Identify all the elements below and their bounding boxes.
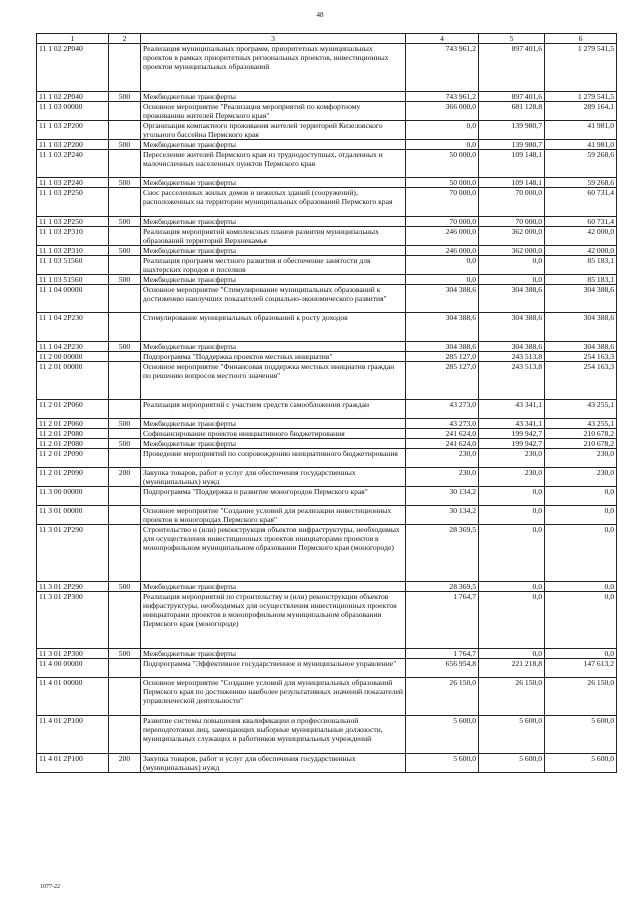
- column-header: 3: [141, 34, 406, 44]
- row-description: Реализация муниципальных программ, приоритетных муниципальных проектов в рамках приоритетных региональных проектов, инвестиционных проектов муниципальных образований: [141, 44, 406, 92]
- table-row: [37, 448, 617, 467]
- column-header: 1: [37, 34, 109, 44]
- table-row: [37, 648, 617, 658]
- column-header: 6: [545, 34, 617, 44]
- row-value-col6: 85 183,1: [545, 274, 617, 284]
- row-value-col4: 246 000,0: [406, 245, 479, 255]
- row-value-col4: 70 000,0: [406, 216, 479, 226]
- row-value-col6: 0,0: [545, 505, 617, 524]
- row-description: Межбюджетные трансферты: [141, 341, 406, 351]
- row-value-col5: 304 388,6: [479, 284, 545, 313]
- row-value-col5: 199 942,7: [479, 438, 545, 448]
- row-code: 11 1 03 2Р200: [37, 139, 109, 149]
- row-value-col4: 5 600,0: [406, 753, 479, 772]
- row-value-col6: 0,0: [545, 648, 617, 658]
- row-section: 500: [109, 438, 141, 448]
- row-code: 11 2 01 2Р080: [37, 428, 109, 438]
- table-row: [37, 245, 617, 255]
- table-row: [37, 486, 617, 505]
- row-value-col6: 210 678,2: [545, 438, 617, 448]
- row-code: 11 1 03 2Р310: [37, 226, 109, 245]
- row-value-col5: 5 600,0: [479, 753, 545, 772]
- row-value-col4: 304 388,6: [406, 313, 479, 342]
- row-section: 500: [109, 341, 141, 351]
- row-code: 11 1 03 2Р240: [37, 149, 109, 178]
- row-value-col5: 221 218,8: [479, 658, 545, 677]
- row-value-col5: 70 000,0: [479, 188, 545, 217]
- row-value-col5: 43 341,1: [479, 399, 545, 418]
- row-description: Закупка товаров, работ и услуг для обеспечения государственных (муниципальных) нужд: [141, 467, 406, 486]
- row-code: 11 1 03 2Р200: [37, 120, 109, 139]
- row-section: [109, 351, 141, 361]
- row-value-col4: 0,0: [406, 255, 479, 274]
- table-row: [37, 226, 617, 245]
- row-description: Межбюджетные трансферты: [141, 178, 406, 188]
- row-description: Межбюджетные трансферты: [141, 648, 406, 658]
- row-value-col4: 0,0: [406, 274, 479, 284]
- row-value-col4: 246 000,0: [406, 226, 479, 245]
- row-section: [109, 361, 141, 399]
- row-value-col4: 28 369,5: [406, 524, 479, 581]
- row-value-col6: 0,0: [545, 524, 617, 581]
- row-value-col6: 230,0: [545, 448, 617, 467]
- row-section: 200: [109, 467, 141, 486]
- row-value-col5: 897 401,6: [479, 91, 545, 101]
- row-section: 200: [109, 753, 141, 772]
- row-description: Межбюджетные трансферты: [141, 139, 406, 149]
- row-section: 500: [109, 91, 141, 101]
- row-code: 11 4 01 00000: [37, 677, 109, 715]
- row-value-col5: 70 000,0: [479, 216, 545, 226]
- row-section: [109, 226, 141, 245]
- table-row: [37, 255, 617, 274]
- row-value-col5: 139 980,7: [479, 120, 545, 139]
- row-section: 500: [109, 178, 141, 188]
- row-code: 11 2 01 2Р060: [37, 418, 109, 428]
- row-value-col4: 30 134,2: [406, 486, 479, 505]
- row-value-col4: 30 134,2: [406, 505, 479, 524]
- row-value-col4: 304 388,6: [406, 341, 479, 351]
- row-section: 500: [109, 139, 141, 149]
- row-description: Межбюджетные трансферты: [141, 216, 406, 226]
- row-section: [109, 524, 141, 581]
- row-code: 11 3 01 00000: [37, 505, 109, 524]
- row-value-col6: 147 613,2: [545, 658, 617, 677]
- row-value-col6: 289 164,1: [545, 101, 617, 120]
- row-value-col5: 362 000,0: [479, 226, 545, 245]
- row-description: Стимулирование муниципальных образований к росту доходов: [141, 313, 406, 342]
- row-description: Основное мероприятие "Создание условий для муниципальных образований Пермского края по достижению наиболее результативных значений показателей управленческой деятельности": [141, 677, 406, 715]
- row-value-col4: 366 000,0: [406, 101, 479, 120]
- row-code: 11 4 01 2Р100: [37, 753, 109, 772]
- row-value-col5: 5 600,0: [479, 715, 545, 753]
- row-code: 11 1 03 00000: [37, 101, 109, 120]
- row-section: 500: [109, 581, 141, 591]
- row-description: Межбюджетные трансферты: [141, 438, 406, 448]
- row-section: 500: [109, 245, 141, 255]
- row-value-col5: 199 942,7: [479, 428, 545, 438]
- table-row: [37, 341, 617, 351]
- row-value-col6: 254 163,3: [545, 351, 617, 361]
- row-description: Межбюджетные трансферты: [141, 91, 406, 101]
- row-description: Межбюджетные трансферты: [141, 274, 406, 284]
- row-section: [109, 44, 141, 92]
- table-row: [37, 120, 617, 139]
- row-value-col4: 285 127,0: [406, 361, 479, 399]
- row-section: [109, 313, 141, 342]
- row-code: 11 4 01 2Р100: [37, 715, 109, 753]
- row-value-col6: 304 388,6: [545, 284, 617, 313]
- row-code: 11 3 00 00000: [37, 486, 109, 505]
- row-section: [109, 255, 141, 274]
- row-value-col5: 681 128,8: [479, 101, 545, 120]
- row-value-col6: 304 388,6: [545, 341, 617, 351]
- row-description: Переселение жителей Пермского края из труднодоступных, отдаленных и малочисленных населенных пунктов Пермского края: [141, 149, 406, 178]
- table-row: [37, 524, 617, 581]
- row-value-col6: 59 268,6: [545, 178, 617, 188]
- row-value-col6: 0,0: [545, 486, 617, 505]
- row-code: 11 4 00 00000: [37, 658, 109, 677]
- row-description: Основное мероприятие "Создание условий для реализации инвестиционных проектов в моногородах Пермского края": [141, 505, 406, 524]
- row-description: Организация компактного проживания жителей территорий Кизеловского угольного бассейна Пермского края: [141, 120, 406, 139]
- row-section: [109, 399, 141, 418]
- table-body: [37, 44, 617, 773]
- column-header: 4: [406, 34, 479, 44]
- row-value-col4: 43 273,0: [406, 399, 479, 418]
- row-value-col6: 41 981,0: [545, 139, 617, 149]
- table-row: [37, 399, 617, 418]
- row-value-col4: 50 000,0: [406, 149, 479, 178]
- row-value-col6: 5 600,0: [545, 753, 617, 772]
- row-section: [109, 448, 141, 467]
- row-section: [109, 101, 141, 120]
- row-value-col5: 26 150,0: [479, 677, 545, 715]
- row-value-col4: 43 273,0: [406, 418, 479, 428]
- row-code: 11 1 04 2Р230: [37, 341, 109, 351]
- row-description: Проведение мероприятий по сопровождению инициативного бюджетирования: [141, 448, 406, 467]
- row-value-col4: 50 000,0: [406, 178, 479, 188]
- row-value-col5: 0,0: [479, 505, 545, 524]
- row-value-col5: 243 513,8: [479, 361, 545, 399]
- row-value-col4: 743 961,2: [406, 44, 479, 92]
- row-value-col6: 85 183,1: [545, 255, 617, 274]
- row-description: Подпрограмма "Поддержка проектов местных инициатив": [141, 351, 406, 361]
- row-value-col6: 60 731,4: [545, 216, 617, 226]
- table-row: [37, 715, 617, 753]
- row-value-col5: 139 980,7: [479, 139, 545, 149]
- row-description: Реализация мероприятий комплексных планов развития муниципальных образований территорий Верхнекамья: [141, 226, 406, 245]
- row-value-col4: 743 961,2: [406, 91, 479, 101]
- row-value-col4: 230,0: [406, 448, 479, 467]
- table-row: [37, 149, 617, 178]
- row-description: Подпрограмма "Эффективное государственное и муниципальное управление": [141, 658, 406, 677]
- table-row: [37, 274, 617, 284]
- row-description: Развитие системы повышения квалификации и профессиональной переподготовки лиц, замещающих выборные муниципальные должности, муниципальных служащих и работников муниципальных учреждений: [141, 715, 406, 753]
- row-value-col6: 43 255,1: [545, 418, 617, 428]
- row-code: 11 1 03 51560: [37, 255, 109, 274]
- row-code: 11 3 01 2Р290: [37, 524, 109, 581]
- row-value-col5: 0,0: [479, 486, 545, 505]
- table-row: [37, 284, 617, 313]
- row-value-col5: 109 148,1: [479, 149, 545, 178]
- row-code: 11 1 03 2Р310: [37, 245, 109, 255]
- row-value-col6: 304 388,6: [545, 313, 617, 342]
- header-row: [37, 34, 617, 44]
- row-code: 11 1 04 00000: [37, 284, 109, 313]
- row-value-col6: 59 268,6: [545, 149, 617, 178]
- budget-table: [36, 33, 617, 773]
- row-section: [109, 591, 141, 648]
- row-code: 11 3 01 2Р300: [37, 591, 109, 648]
- row-section: 500: [109, 216, 141, 226]
- row-section: 500: [109, 418, 141, 428]
- row-value-col5: 230,0: [479, 448, 545, 467]
- row-value-col6: 26 150,0: [545, 677, 617, 715]
- table-row: [37, 188, 617, 217]
- row-code: 11 2 01 2Р090: [37, 467, 109, 486]
- row-value-col6: 210 678,2: [545, 428, 617, 438]
- row-section: [109, 677, 141, 715]
- row-value-col4: 28 369,5: [406, 581, 479, 591]
- row-value-col5: 0,0: [479, 581, 545, 591]
- table-row: [37, 216, 617, 226]
- row-code: 11 1 03 2Р240: [37, 178, 109, 188]
- row-value-col5: 0,0: [479, 524, 545, 581]
- row-description: Межбюджетные трансферты: [141, 418, 406, 428]
- row-section: [109, 188, 141, 217]
- row-code: 11 1 02 2Р040: [37, 44, 109, 92]
- row-description: Подпрограмма "Поддержка и развитие моногородов Пермского края": [141, 486, 406, 505]
- row-code: 11 1 03 2Р250: [37, 188, 109, 217]
- row-section: [109, 120, 141, 139]
- row-value-col6: 5 600,0: [545, 715, 617, 753]
- row-value-col4: 1 764,7: [406, 648, 479, 658]
- row-value-col6: 60 731,4: [545, 188, 617, 217]
- row-code: 11 1 03 51560: [37, 274, 109, 284]
- row-section: [109, 715, 141, 753]
- row-value-col5: 0,0: [479, 274, 545, 284]
- row-section: [109, 149, 141, 178]
- table-row: [37, 313, 617, 342]
- row-code: 11 3 01 2Р300: [37, 648, 109, 658]
- table-row: [37, 428, 617, 438]
- row-value-col6: 0,0: [545, 581, 617, 591]
- row-code: 11 1 04 2Р230: [37, 313, 109, 342]
- row-description: Межбюджетные трансферты: [141, 581, 406, 591]
- row-code: 11 2 01 00000: [37, 361, 109, 399]
- row-value-col5: 0,0: [479, 591, 545, 648]
- row-description: Софинансирование проектов инициативного бюджетирования: [141, 428, 406, 438]
- row-value-col6: 0,0: [545, 591, 617, 648]
- row-description: Основное мероприятие "Стимулирование муниципальных образований к достижению наилучших показателей социально-экономического развития": [141, 284, 406, 313]
- row-value-col5: 897 401,6: [479, 44, 545, 92]
- row-value-col6: 230,0: [545, 467, 617, 486]
- table-row: [37, 351, 617, 361]
- row-code: 11 3 01 2Р290: [37, 581, 109, 591]
- table-row: [37, 753, 617, 772]
- row-code: 11 2 01 2Р080: [37, 438, 109, 448]
- row-description: Межбюджетные трансферты: [141, 245, 406, 255]
- row-value-col6: 1 279 541,5: [545, 44, 617, 92]
- row-description: Реализация мероприятий по строительству и (или) реконструкции объектов инфраструктуры, необходимых для осуществления инвестиционных проектов инициаторами проектов в монопрофильном муниципальном образовании Пермского края (моногороде): [141, 591, 406, 648]
- row-value-col4: 656 954,8: [406, 658, 479, 677]
- row-value-col5: 0,0: [479, 648, 545, 658]
- row-description: Реализация мероприятий с участием средств самообложения граждан: [141, 399, 406, 418]
- page-number: 48: [316, 11, 324, 19]
- row-value-col4: 26 150,0: [406, 677, 479, 715]
- row-description: Снос расселенных жилых домов и нежилых зданий (сооружений), расположенных на территории муниципальных образований Пермского края: [141, 188, 406, 217]
- footer-code: 1077-22: [40, 884, 60, 890]
- row-value-col4: 241 624,0: [406, 438, 479, 448]
- row-value-col4: 0,0: [406, 120, 479, 139]
- table-row: [37, 178, 617, 188]
- table-row: [37, 467, 617, 486]
- row-value-col6: 42 000,0: [545, 226, 617, 245]
- row-value-col4: 230,0: [406, 467, 479, 486]
- row-section: [109, 505, 141, 524]
- row-value-col6: 42 000,0: [545, 245, 617, 255]
- row-code: 11 1 03 2Р250: [37, 216, 109, 226]
- table-row: [37, 581, 617, 591]
- row-code: 11 2 01 2Р060: [37, 399, 109, 418]
- table-row: [37, 139, 617, 149]
- row-description: Строительство и (или) реконструкция объектов инфраструктуры, необходимых для осуществления инвестиционных проектов инициаторами проектов в монопрофильном муниципальном образовании Пермского края (моногороде): [141, 524, 406, 581]
- table-row: [37, 418, 617, 428]
- row-section: 500: [109, 274, 141, 284]
- table-row: [37, 101, 617, 120]
- row-value-col6: 41 981,0: [545, 120, 617, 139]
- row-value-col4: 1 764,7: [406, 591, 479, 648]
- column-header: 2: [109, 34, 141, 44]
- row-section: [109, 284, 141, 313]
- row-value-col5: 304 388,6: [479, 313, 545, 342]
- row-value-col5: 243 513,8: [479, 351, 545, 361]
- row-value-col4: 70 000,0: [406, 188, 479, 217]
- row-value-col6: 43 255,1: [545, 399, 617, 418]
- row-value-col5: 304 388,6: [479, 341, 545, 351]
- table-row: [37, 591, 617, 648]
- row-code: 11 2 00 00000: [37, 351, 109, 361]
- row-section: [109, 486, 141, 505]
- row-value-col4: 304 388,6: [406, 284, 479, 313]
- table-row: [37, 44, 617, 92]
- row-description: Закупка товаров, работ и услуг для обеспечения государственных (муниципальных) нужд: [141, 753, 406, 772]
- row-section: 500: [109, 648, 141, 658]
- row-code: 11 1 02 2Р040: [37, 91, 109, 101]
- table-row: [37, 677, 617, 715]
- row-value-col6: 254 163,3: [545, 361, 617, 399]
- row-value-col5: 362 000,0: [479, 245, 545, 255]
- table-row: [37, 438, 617, 448]
- row-value-col4: 5 600,0: [406, 715, 479, 753]
- table-row: [37, 658, 617, 677]
- row-value-col5: 43 341,1: [479, 418, 545, 428]
- table-row: [37, 91, 617, 101]
- row-value-col4: 285 127,0: [406, 351, 479, 361]
- row-section: [109, 658, 141, 677]
- row-value-col5: 109 148,1: [479, 178, 545, 188]
- row-value-col6: 1 279 541,5: [545, 91, 617, 101]
- row-value-col4: 0,0: [406, 139, 479, 149]
- row-value-col5: 0,0: [479, 255, 545, 274]
- column-header: 5: [479, 34, 545, 44]
- row-description: Реализация программ местного развития и обеспечение занятости для шахтерских городов и поселков: [141, 255, 406, 274]
- table-row: [37, 361, 617, 399]
- row-value-col5: 230,0: [479, 467, 545, 486]
- table-row: [37, 505, 617, 524]
- row-value-col4: 241 624,0: [406, 428, 479, 438]
- row-code: 11 2 01 2Р090: [37, 448, 109, 467]
- row-section: [109, 428, 141, 438]
- row-description: Основное мероприятие "Финансовая поддержка местных инициатив граждан по решению вопросов местного значения": [141, 361, 406, 399]
- row-description: Основное мероприятие "Реализация мероприятий по комфортному проживанию жителей Пермского края": [141, 101, 406, 120]
